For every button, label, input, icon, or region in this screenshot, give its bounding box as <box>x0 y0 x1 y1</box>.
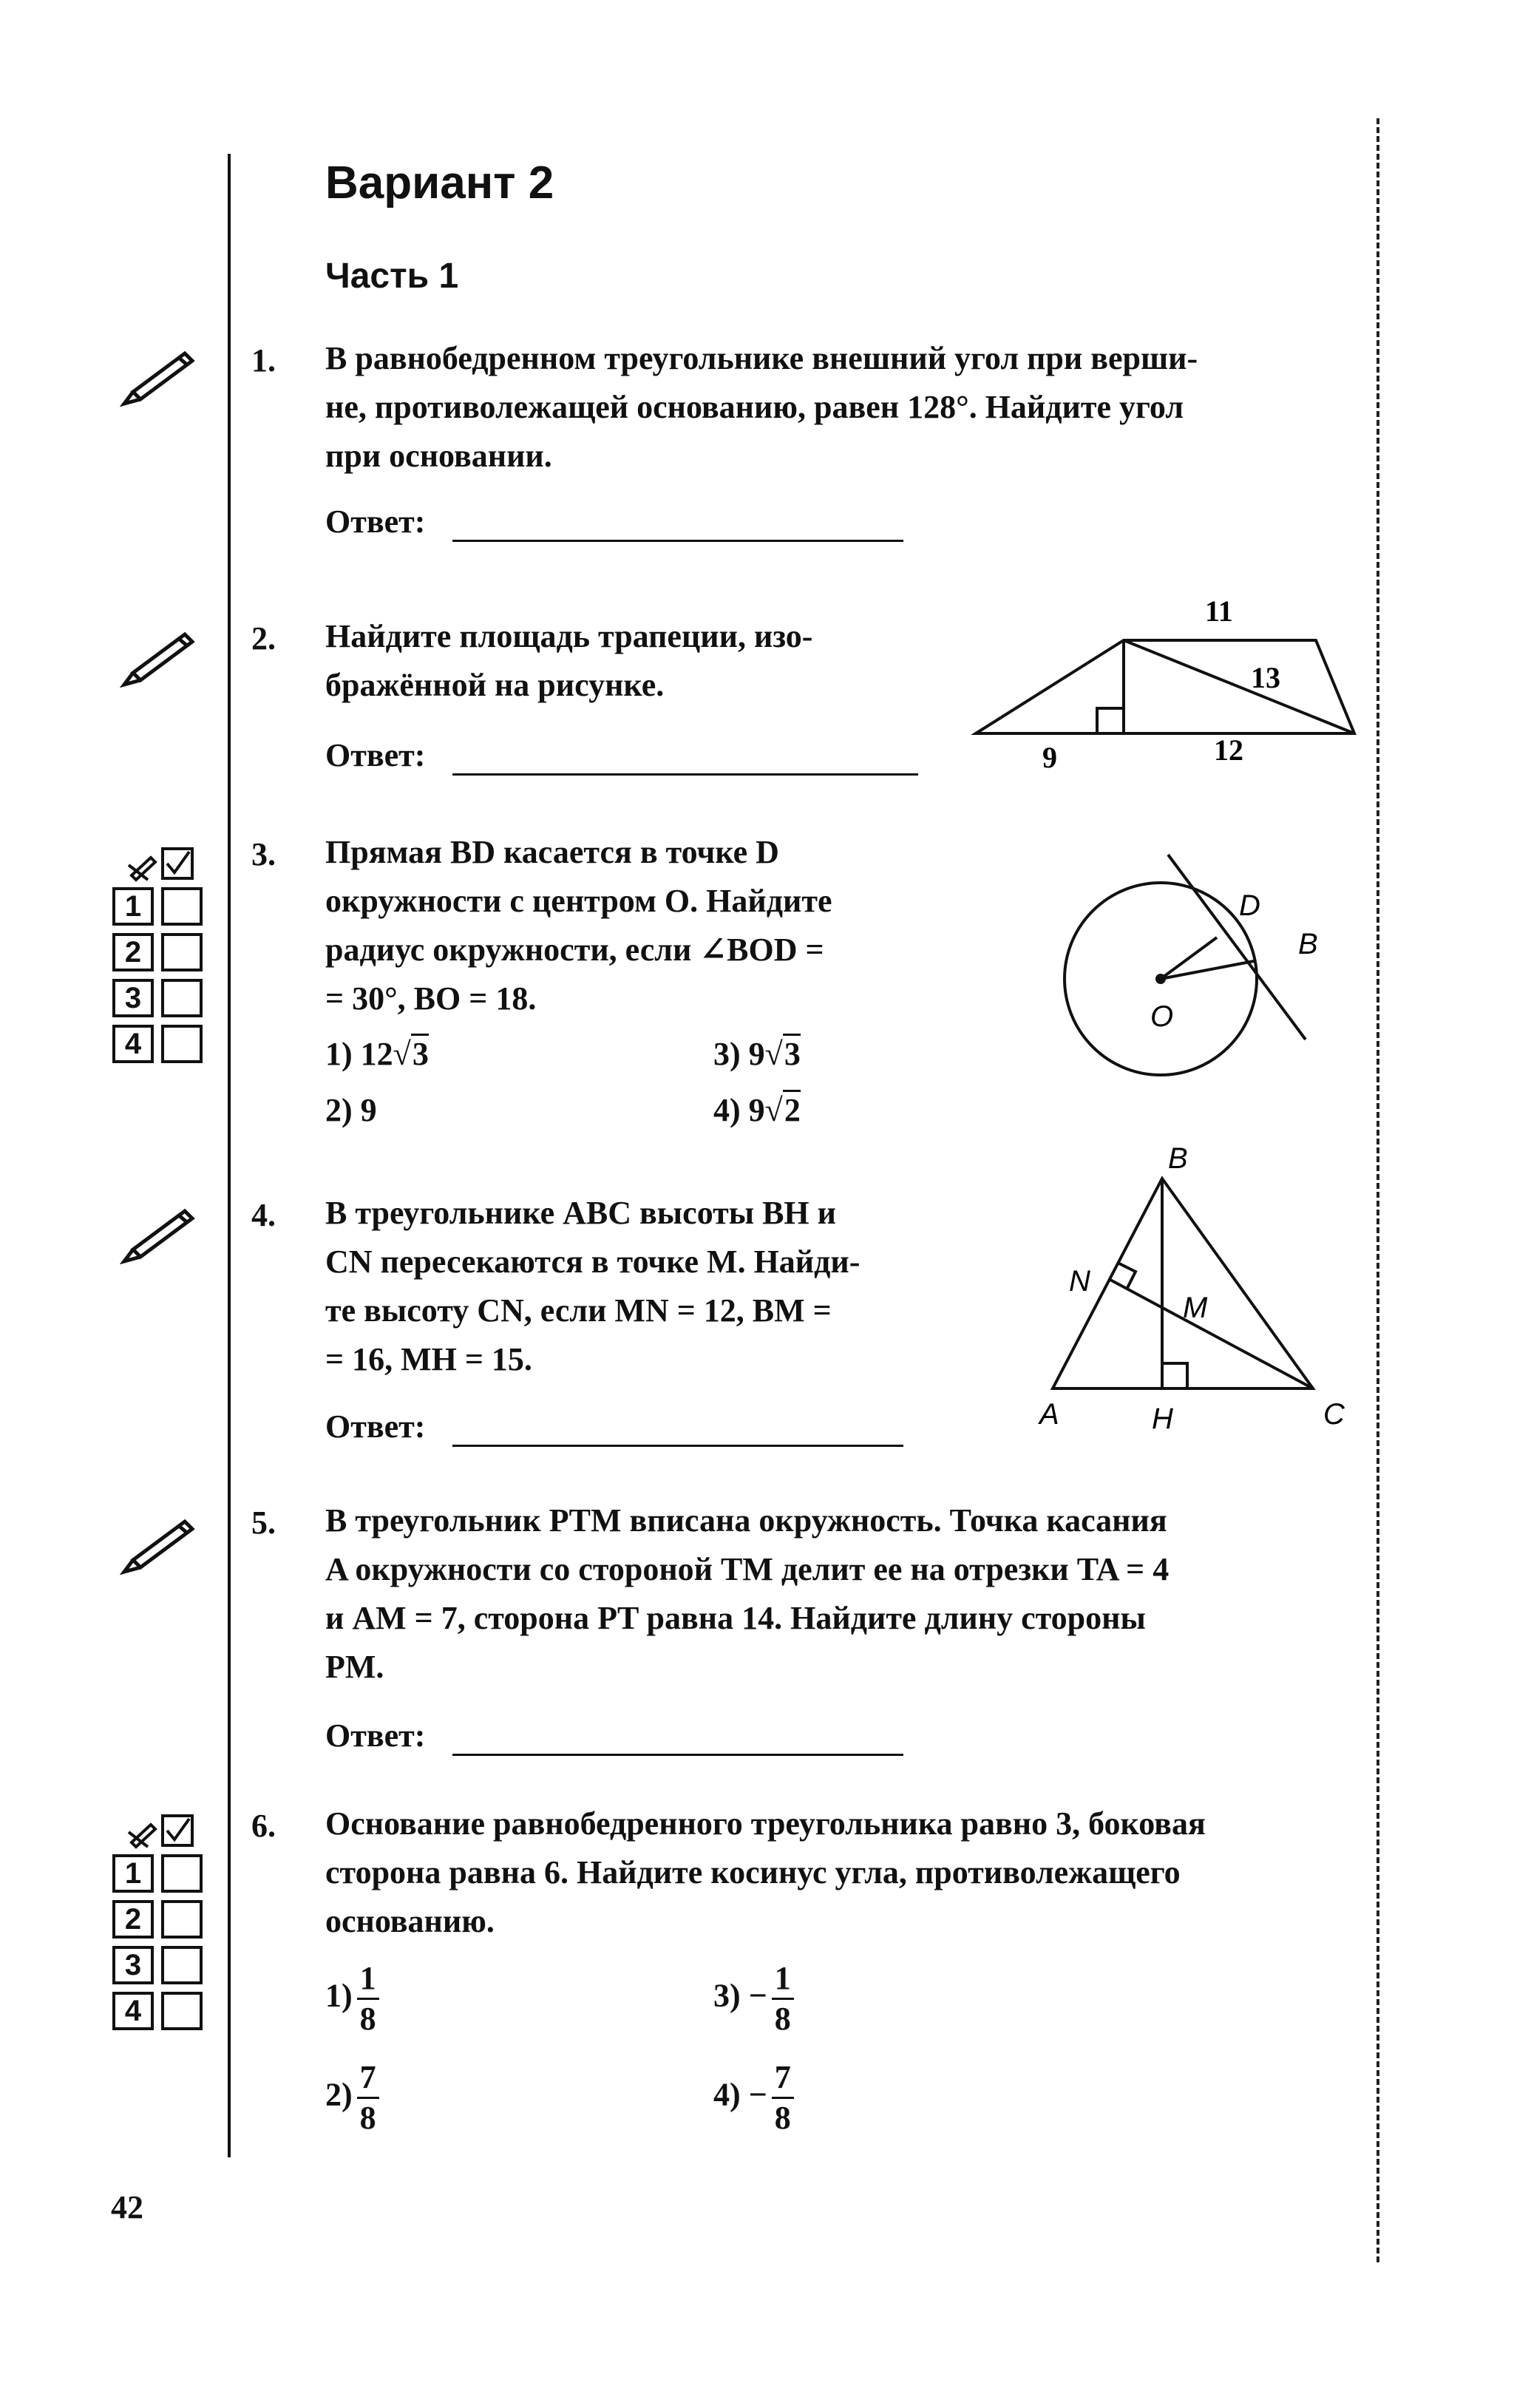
pencil-icon <box>118 621 200 688</box>
label-N: N <box>1069 1265 1090 1298</box>
cut-line <box>1376 118 1379 2262</box>
task-6-option-4[interactable]: 4) − $\frac{7}{8}$ <box>713 2058 794 2137</box>
choice-checkbox-3[interactable] <box>161 1946 203 1984</box>
label-D: D <box>1239 889 1260 922</box>
task-2-answer-field[interactable] <box>452 773 918 776</box>
part-title: Часть 1 <box>325 257 459 296</box>
task-2-answer-label: Ответ: <box>325 737 426 773</box>
task-4-answer-field[interactable] <box>452 1445 903 1447</box>
task-5-answer-field[interactable] <box>452 1754 903 1756</box>
pencil-icon <box>118 340 200 407</box>
margin-line <box>228 154 231 2157</box>
label-B: B <box>1298 928 1318 960</box>
task-6-text: Основание равнобедренного треугольника равно 3, боковая сторона равна 6. Найдите косинус угла, противолежащего основанию. <box>325 1805 1206 1939</box>
label-A: A <box>1039 1398 1059 1431</box>
task-1-text: В равнобедренном треугольнике внешний угол при верши- не, противолежащей основанию, равен 128°. Найдите угол при основании. <box>325 340 1198 474</box>
choice-header-icon <box>126 1810 200 1851</box>
choice-box-1: 1 <box>112 1854 154 1893</box>
choice-checkbox-2[interactable] <box>161 933 203 971</box>
page-number: 42 <box>111 2189 143 2225</box>
circle-tangent-figure <box>1050 843 1345 1124</box>
task-3-option-1[interactable]: 1) 12√3 <box>325 1035 429 1073</box>
task-5-text: В треугольник PTM вписана окружность. Точка касания A окружности со стороной TM делит ее на отрезки TA = 4 и AM = 7, сторона PT равна 14. Найдите длину стороны PM. <box>325 1502 1170 1685</box>
label-B: B <box>1168 1142 1188 1175</box>
label-11: 11 <box>1205 594 1233 628</box>
label-13: 13 <box>1251 661 1280 694</box>
pencil-icon <box>118 1508 200 1575</box>
choice-box-2: 2 <box>112 933 154 971</box>
task-5-number: 5. <box>251 1505 276 1541</box>
task-3-number: 3. <box>251 836 276 872</box>
choice-checkbox-2[interactable] <box>161 1900 203 1939</box>
task-6-option-2[interactable]: 2) $\frac{7}{8}$ <box>325 2058 379 2137</box>
trapezoid-figure <box>961 591 1375 784</box>
label-M: M <box>1183 1292 1208 1324</box>
task-4-number: 4. <box>251 1197 276 1233</box>
task-3-text: Прямая BD касается в точке D окружности с центром O. Найдите радиус окружности, если ∠BOD = = 30°, BO = 18. <box>325 834 832 1017</box>
task-6-option-3[interactable]: 3) − $\frac{1}{8}$ <box>713 1959 794 2038</box>
task-4-text: В треугольнике ABC высоты BH и CN пересекаются в точке M. Найди- те высоту CN, если MN = 12, BM = = 16, MH = 15. <box>325 1195 860 1377</box>
choice-checkbox-4[interactable] <box>161 1992 203 2030</box>
task-3-option-4[interactable]: 4) 9√2 <box>713 1091 801 1129</box>
task-4-answer-label: Ответ: <box>325 1408 426 1445</box>
choice-header-icon <box>126 843 200 884</box>
label-C: C <box>1323 1398 1345 1431</box>
choice-box-2: 2 <box>112 1900 154 1939</box>
task-2-number: 2. <box>251 620 276 657</box>
choice-checkbox-1[interactable] <box>161 887 203 926</box>
task-6-number: 6. <box>251 1808 276 1844</box>
task-3-option-2[interactable]: 2) 9 <box>325 1092 377 1128</box>
triangle-heights-figure <box>1028 1139 1375 1449</box>
task-1-answer-label: Ответ: <box>325 503 426 540</box>
label-9: 9 <box>1042 741 1057 774</box>
choice-checkbox-3[interactable] <box>161 979 203 1017</box>
pencil-icon <box>118 1198 200 1264</box>
label-H: H <box>1152 1403 1173 1435</box>
task-5-answer-label: Ответ: <box>325 1717 426 1754</box>
task-6-option-1[interactable]: 1) $\frac{1}{8}$ <box>325 1959 379 2038</box>
choice-box-4: 4 <box>112 1992 154 2030</box>
choice-box-4: 4 <box>112 1025 154 1063</box>
task-1-answer-field[interactable] <box>452 540 903 542</box>
choice-checkbox-4[interactable] <box>161 1025 203 1063</box>
task-2-text: Найдите площадь трапеции, изо- бражённой на рисунке. <box>325 618 813 703</box>
choice-box-3: 3 <box>112 979 154 1017</box>
choice-box-1: 1 <box>112 887 154 926</box>
choice-checkbox-1[interactable] <box>161 1854 203 1893</box>
label-O: O <box>1150 1000 1174 1033</box>
label-12: 12 <box>1214 733 1243 767</box>
variant-title: Вариант 2 <box>325 157 554 208</box>
task-1-number: 1. <box>251 342 276 379</box>
task-3-option-3[interactable]: 3) 9√3 <box>713 1035 801 1073</box>
choice-box-3: 3 <box>112 1946 154 1984</box>
